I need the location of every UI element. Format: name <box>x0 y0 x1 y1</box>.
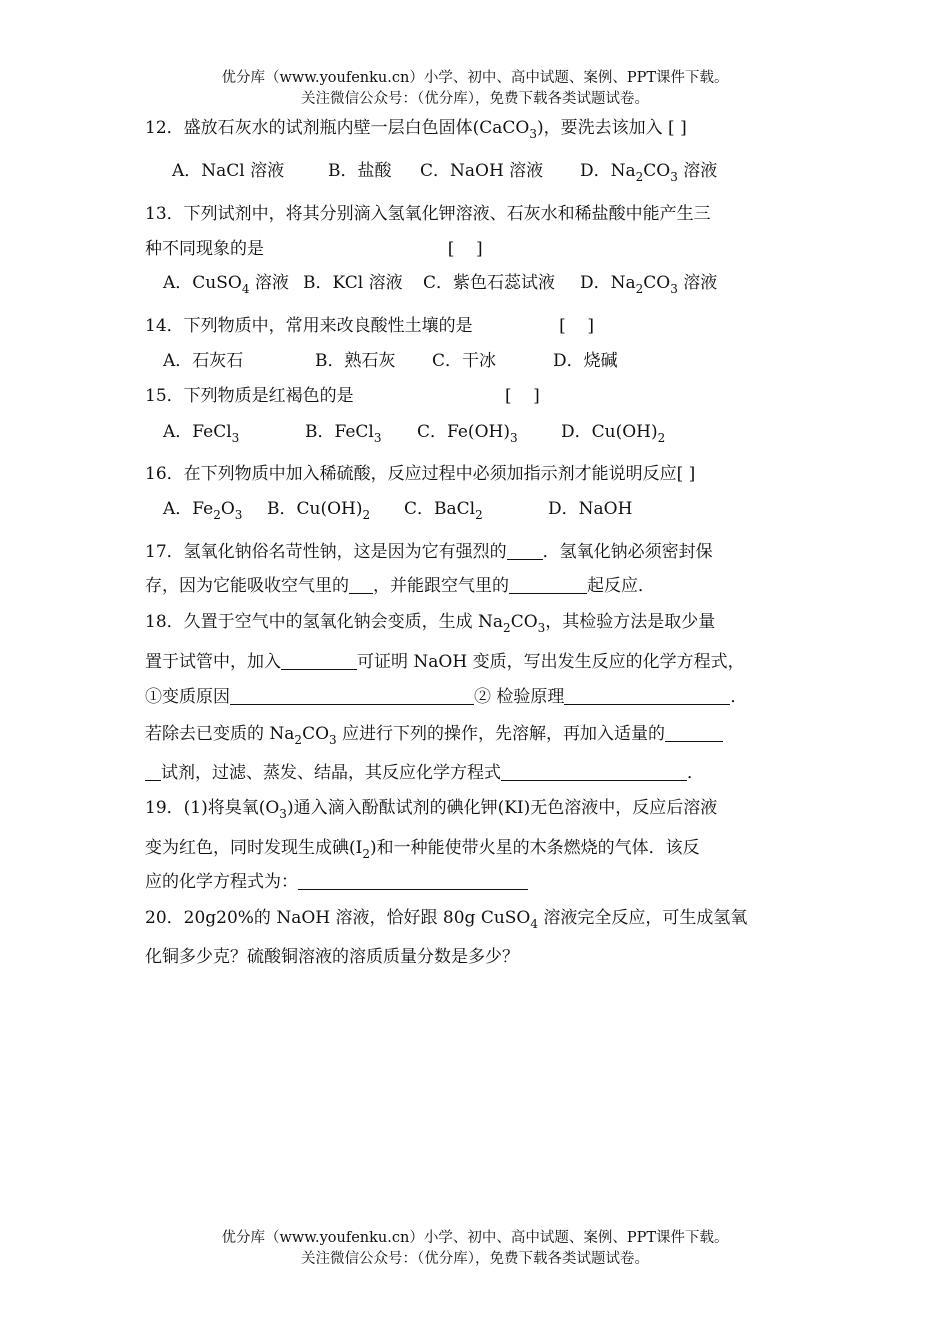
q14-option-b: B．熟石灰 <box>315 351 396 371</box>
question-16-stem: 16．在下列物质中加入稀硫酸，反应过程中必须加指示剂才能说明反应[ ] <box>145 464 696 484</box>
q16-option-b: B．$Cu(OH)_2$ <box>267 499 371 522</box>
q16-option-c: C．BaCl$_2$ <box>404 499 483 522</box>
question-19-line2: 变为红色，同时发现生成碘$(I_2)$和一种能使带火星的木条燃烧的气体．该反 <box>145 838 700 861</box>
question-14-stem: 14．下列物质中，常用来改良酸性土壤的是 [ ] <box>145 316 594 336</box>
page-header-line2: 关注微信公众号：（优分库），免费下载各类试题试卷。 <box>301 91 649 107</box>
question-18-line5: 试剂，过滤、蒸发、结晶，其反应化学方程式 ． <box>145 761 704 785</box>
q13-option-d: D．$Na_2CO_3$ 溶液 <box>580 273 718 296</box>
q12-option-b: B．盐酸 <box>328 161 392 181</box>
q13-option-b: B．KCl 溶液 <box>303 273 403 293</box>
question-18-line1: 18．久置于空气中的氢氧化钠会变质，生成 $Na_2CO_3$，其检验方法是取少量 <box>145 612 716 635</box>
blank-q18-1[interactable] <box>281 651 357 670</box>
question-20-line1: 20．20g20%的 NaOH 溶液，恰好跟 80g CuSO$_4$ 溶液完全反应，可生成氢氧 <box>145 908 748 931</box>
question-13-stem-line2: 种不同现象的是 [ ] <box>145 239 483 259</box>
q16-option-d: D．NaOH <box>548 499 633 519</box>
blank-q18-3[interactable] <box>564 686 730 705</box>
question-12-stem: 12．盛放石灰水的试剂瓶内壁一层白色固体(CaCO$_3$)，要洗去该加入 [ ] <box>145 118 687 141</box>
blank-q18-4[interactable] <box>665 723 723 742</box>
q12-option-a: A．NaCl 溶液 <box>172 161 285 181</box>
blank-q17-1[interactable] <box>507 541 543 560</box>
q14-option-d: D．烧碱 <box>553 351 618 371</box>
q13-option-a: A．CuSO$_4$ 溶液 <box>163 273 289 296</box>
blank-q18-2[interactable] <box>230 686 474 705</box>
question-18-line4: 若除去已变质的 $Na_2CO_3$ 应进行下列的操作，先溶解，再加入适量的 <box>145 722 723 746</box>
blank-q17-2[interactable] <box>349 575 373 594</box>
q12-option-c: C．NaOH 溶液 <box>420 161 544 181</box>
blank-q18-4-cont[interactable] <box>145 762 161 781</box>
question-19-line3: 应的化学方程式为： <box>145 870 528 894</box>
question-19-line1: 19．(1)将臭氧$(O_3)$通入滴入酚酞试剂的碘化钾(KI)无色溶液中，反应后溶液 <box>145 798 718 821</box>
q14-option-c: C．干冰 <box>432 351 497 371</box>
question-15-stem: 15．下列物质是红褐色的是 [ ] <box>145 386 540 406</box>
question-20-line2: 化铜多少克？硫酸铜溶液的溶质质量分数是多少？ <box>145 947 519 967</box>
question-17-line2: 存，因为它能吸收空气里的 ，并能跟空气里的 起反应． <box>145 576 655 596</box>
question-18-line2: 置于试管中，加入 可证明 NaOH 变质，写出发生反应的化学方程式， <box>145 652 745 672</box>
q15-option-c: C．$Fe(OH)_3$ <box>417 422 518 445</box>
q15-option-b: B．FeCl$_3$ <box>305 422 382 445</box>
question-17-line1: 17．氢氧化钠俗名苛性钠，这是因为它有强烈的 ．氢氧化钠必须密封保 <box>145 542 713 562</box>
question-18-line3: ①变质原因 ② 检验原理 ． <box>145 687 748 707</box>
page-footer-line2: 关注微信公众号：（优分库），免费下载各类试题试卷。 <box>301 1251 649 1267</box>
page-footer-line1: 优分库（www.youfenku.cn）小学、初中、高中试题、案例、PPT课件下载。 <box>221 1230 729 1246</box>
blank-q19-1[interactable] <box>298 871 528 890</box>
page-header-line1: 优分库（www.youfenku.cn）小学、初中、高中试题、案例、PPT课件下载。 <box>221 70 729 86</box>
q15-option-a: A．FeCl$_3$ <box>163 422 240 445</box>
blank-q18-5[interactable] <box>501 762 687 781</box>
blank-q17-3[interactable] <box>509 575 587 594</box>
question-13-stem-line1: 13．下列试剂中，将其分别滴入氢氧化钾溶液、石灰水和稀盐酸中能产生三 <box>145 204 711 224</box>
q14-option-a: A．石灰石 <box>163 351 244 371</box>
q12-option-d: D．$Na_2CO_3$ 溶液 <box>580 161 718 184</box>
q16-option-a: A．$Fe_2O_3$ <box>163 499 243 522</box>
q13-option-c: C．紫色石蕊试液 <box>423 273 556 293</box>
q15-option-d: D．$Cu(OH)_2$ <box>561 422 666 445</box>
